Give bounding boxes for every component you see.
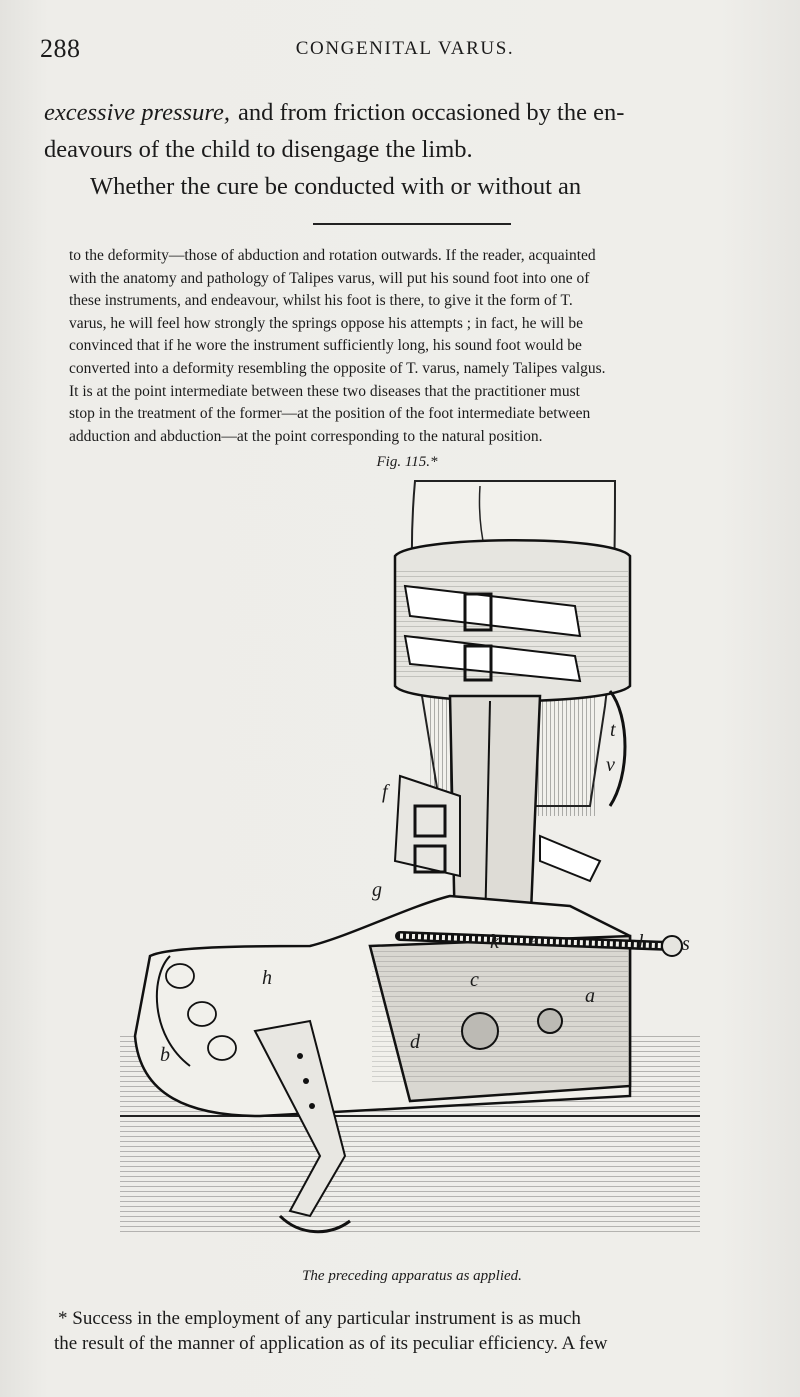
figure-letter-l: l <box>638 931 644 953</box>
figure-letter-c: c <box>470 969 479 991</box>
note-line: varus, he will feel how strongly the springs oppose his attempts ; in fact, he will be <box>69 314 583 332</box>
figure-letter-d: d <box>410 1031 420 1053</box>
figure-label-text: Fig. 115.* <box>376 454 438 470</box>
footnote-divider <box>313 223 511 225</box>
footnote-line: the result of the manner of application as of its peculiar efficiency. A few <box>54 1333 608 1354</box>
note-line: these instruments, and endeavour, whilst his foot is there, to give it the form of T. <box>69 292 573 310</box>
note-line: adduction and abduction—at the point corresponding to the natural position. <box>69 427 543 445</box>
running-title <box>0 38 800 60</box>
figure-letter-e: e <box>530 929 539 951</box>
footnote-line: * Success in the employment of any particular instrument is as much <box>58 1308 581 1329</box>
note-line: stop in the treatment of the former—at the position of the foot intermediate between <box>69 405 591 423</box>
main-line-1-rest: and from friction occasioned by the en- <box>237 99 625 126</box>
foot-plate <box>370 936 630 1101</box>
orthopedic-apparatus-illustration <box>110 476 720 1266</box>
figure-caption <box>0 1268 800 1285</box>
figure-letter-s: s <box>682 933 690 955</box>
figure-letter-v: v <box>606 754 615 776</box>
continued-note <box>69 245 755 448</box>
emphasis-text: excessive pressure, <box>44 99 230 126</box>
main-line-2: deavours of the child to disengage the limb. <box>44 136 473 163</box>
note-line: convinced that if he wore the instrument sufficiently long, his sound foot would be <box>69 337 582 355</box>
main-text <box>44 94 760 205</box>
running-title-text: CONGENITAL VARUS. <box>295 38 515 59</box>
note-line: with the anatomy and pathology of Talipes varus, will put his sound foot into one of <box>69 269 590 287</box>
figure-label <box>0 454 800 471</box>
note-line: to the deformity—those of abduction and rotation outwards. If the reader, acquainted <box>69 247 596 264</box>
note-line: It is at the point intermediate between these two diseases that the practitioner must <box>69 382 580 400</box>
page-number: 288 <box>40 34 81 63</box>
main-line-1 <box>44 94 760 131</box>
figure-letter-k: k <box>490 931 499 953</box>
figure-letter-g: g <box>372 879 382 901</box>
figure-letter-h: h <box>262 967 272 989</box>
figure-caption-text: The preceding apparatus as applied. <box>302 1268 522 1284</box>
figure-letter-t: t <box>610 719 616 741</box>
footnote <box>54 1306 762 1356</box>
main-line-3: Whether the cure be conducted with or without an <box>90 173 582 200</box>
figure-letter-a: a <box>585 985 595 1007</box>
figure-letter-b: b <box>160 1044 170 1066</box>
note-line: converted into a deformity resembling the opposite of T. varus, namely Talipes valgus. <box>69 359 606 377</box>
calf-cuff <box>395 540 630 701</box>
figure-letter-f: f <box>382 781 388 803</box>
